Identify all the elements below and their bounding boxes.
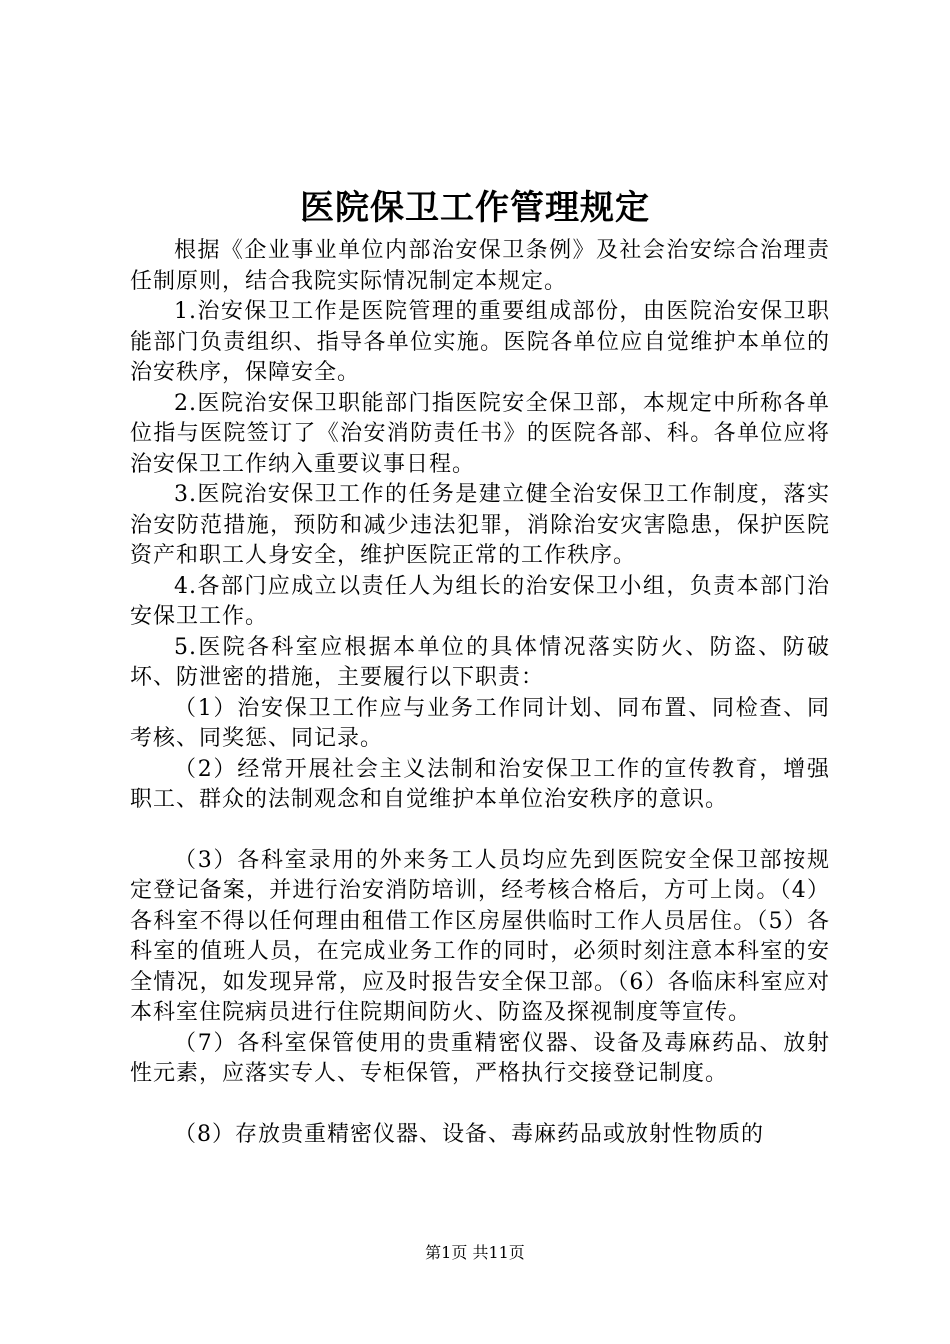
paragraph-5-item-1: （1）治安保卫工作应与业务工作同计划、同布置、同检查、同考核、同奖惩、同记录。 (130, 695, 830, 751)
paragraph-2: 2.医院治安保卫职能部门指医院安全保卫部，本规定中所称各单位指与医院签订了《治安消防责任书》的医院各部、科。各单位应将治安保卫工作纳入重要议事日程。 (130, 390, 830, 477)
document-body (130, 236, 830, 1150)
page-footer: 第1页 共11页 (425, 1243, 525, 1262)
paragraph-intro: 根据《企业事业单位内部治安保卫条例》及社会治安综合治理责任制原则，结合我院实际情况制定本规定。 (130, 238, 830, 294)
paragraph-1: 1.治安保卫工作是医院管理的重要组成部份，由医院治安保卫职能部门负责组织、指导各单位实施。医院各单位应自觉维护本单位的治安秩序，保障安全。 (130, 299, 830, 385)
paragraph-5-item-7: （7）各科室保管使用的贵重精密仪器、设备及毒麻药品、放射性元素，应落实专人、专柜保管，严格执行交接登记制度。 (130, 1030, 830, 1086)
paragraph-5-items-3-6: （3）各科室录用的外来务工人员均应先到医院安全保卫部按规定登记备案，并进行治安消防培训，经考核合格后，方可上岗。（4）各科室不得以任何理由租借工作区房屋供临时工作人员居住。（5）各科室的值班人员，在完成业务工作的同时，必须时刻注意本科室的安全情况，如发现异常，应及时报告安全保卫部。（6）各临床科室应对本科室住院病员进行住院期间防火、防盗及探视制度等宣传。 (130, 847, 830, 1025)
paragraph-5: 5.医院各科室应根据本单位的具体情况落实防火、防盗、防破坏、防泄密的措施，主要履行以下职责： (130, 634, 830, 690)
paragraph-4: 4.各部门应成立以责任人为组长的治安保卫小组，负责本部门治安保卫工作。 (130, 573, 830, 629)
document-title: 医院保卫工作管理规定 (300, 188, 650, 228)
paragraph-3: 3.医院治安保卫工作的任务是建立健全治安保卫工作制度，落实治安防范措施，预防和减少违法犯罪，消除治安灾害隐患，保护医院资产和职工人身安全，维护医院正常的工作秩序。 (130, 482, 830, 568)
paragraph-5-item-8: （8）存放贵重精密仪器、设备、毒麻药品或放射性物质的 (174, 1121, 764, 1147)
paragraph-5-item-2: （2）经常开展社会主义法制和治安保卫工作的宣传教育，增强职工、群众的法制观念和自觉维护本单位治安秩序的意识。 (130, 756, 830, 812)
